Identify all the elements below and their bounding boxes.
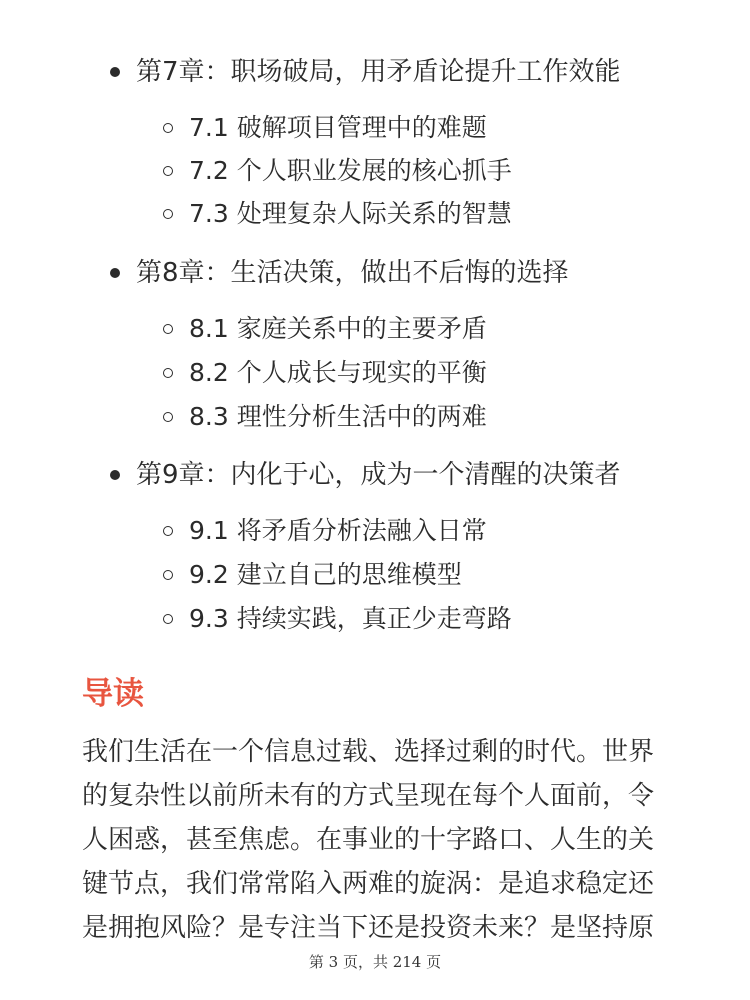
section-title: 7.2 个人职业发展的核心抓手 [189,156,512,185]
hollow-bullet-icon [163,324,173,334]
section-title: 9.2 建立自己的思维模型 [189,560,462,589]
intro-paragraph-line: 人困惑，甚至焦虑。在事业的十字路口、人生的关 [82,825,655,855]
section-title: 8.3 理性分析生活中的两难 [189,402,487,431]
intro-heading: 导读 [82,676,144,712]
intro-paragraph-line: 键节点，我们常常陷入两难的旋涡：是追求稳定还 [82,869,655,899]
section-title: 8.2 个人成长与现实的平衡 [189,358,487,387]
hollow-bullet-icon [163,526,173,536]
section-title: 9.1 将矛盾分析法融入日常 [189,516,487,545]
hollow-bullet-icon [163,166,173,176]
hollow-bullet-icon [163,368,173,378]
bullet-icon [110,67,120,77]
intro-paragraph-line: 是拥抱风险？是专注当下还是投资未来？是坚持原 [82,913,655,943]
chapter-title: 第9章：内化于心，成为一个清醒的决策者 [136,460,621,490]
chapter-title: 第8章：生活决策，做出不后悔的选择 [136,258,569,288]
hollow-bullet-icon [163,570,173,580]
bullet-icon [110,268,120,278]
intro-paragraph-line: 的复杂性以前所未有的方式呈现在每个人面前，令 [82,781,655,811]
hollow-bullet-icon [163,209,173,219]
section-title: 7.3 处理复杂人际关系的智慧 [189,199,512,228]
section-title: 8.1 家庭关系中的主要矛盾 [189,314,487,343]
hollow-bullet-icon [163,614,173,624]
hollow-bullet-icon [163,123,173,133]
section-title: 9.3 持续实践，真正少走弯路 [189,604,512,633]
bullet-icon [110,470,120,480]
intro-paragraph-line: 我们生活在一个信息过载、选择过剩的时代。世界 [82,737,655,767]
page-number-footer: 第 3 页，共 214 页 [308,953,442,971]
section-title: 7.1 破解项目管理中的难题 [189,113,487,142]
chapter-title: 第7章：职场破局，用矛盾论提升工作效能 [136,57,621,87]
hollow-bullet-icon [163,412,173,422]
